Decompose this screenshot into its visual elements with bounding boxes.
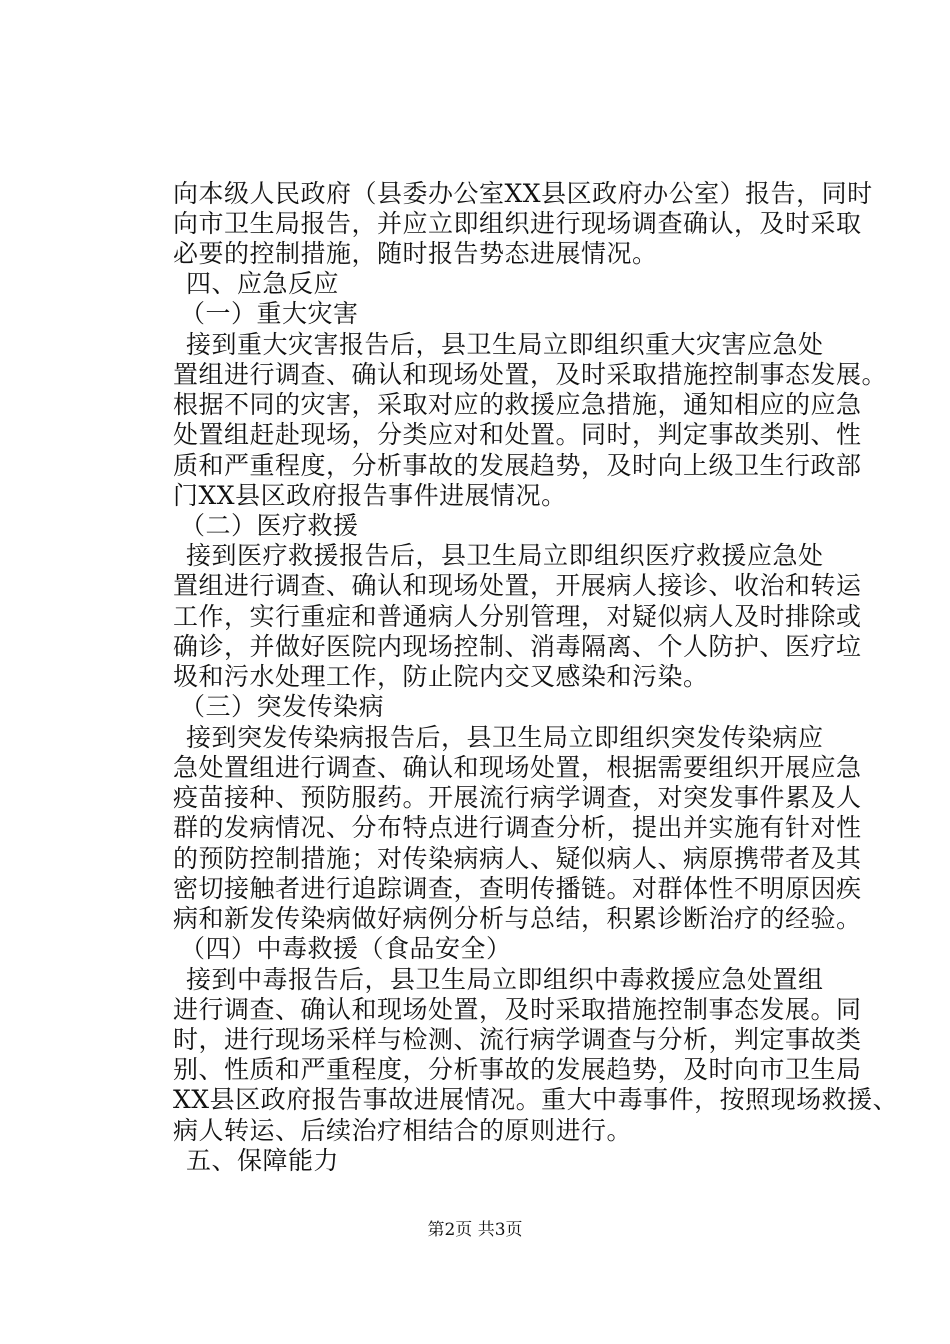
subsection-heading: （一）重大灾害 <box>180 299 359 328</box>
body-line: 置组进行调查、确认和现场处置，开展病人接诊、收治和转运 <box>173 571 862 600</box>
body-line: 病和新发传染病做好病例分析与总结，积累诊断治疗的经验。 <box>173 904 862 933</box>
page-number-footer: 第2页 共3页 <box>427 1220 523 1240</box>
body-line: 密切接触者进行追踪调查，查明传播链。对群体性不明原因疾 <box>173 874 862 903</box>
body-line: 处置组赶赴现场，分类应对和处置。同时，判定事故类别、性 <box>173 420 862 449</box>
body-line: 接到中毒报告后，县卫生局立即组织中毒救援应急处置组 <box>186 965 824 994</box>
body-line: 必要的控制措施，随时报告势态进展情况。 <box>173 239 658 268</box>
subsection-heading: （四）中毒救援（食品安全） <box>180 934 512 963</box>
body-line: 急处置组进行调查、确认和现场处置，根据需要组织开展应急 <box>173 753 862 782</box>
body-line: 根据不同的灾害，采取对应的救援应急措施，通知相应的应急 <box>173 390 862 419</box>
body-line: 接到医疗救援报告后，县卫生局立即组织医疗救援应急处 <box>186 541 824 570</box>
body-line: 置组进行调查、确认和现场处置，及时采取措施控制事态发展。 <box>173 360 888 389</box>
body-line: 接到重大灾害报告后，县卫生局立即组织重大灾害应急处 <box>186 330 824 359</box>
section-heading: 四、应急反应 <box>186 269 340 298</box>
body-line: XX县区政府报告事故进展情况。重大中毒事件，按照现场救援、 <box>173 1085 899 1114</box>
body-line: 进行调查、确认和现场处置，及时采取措施控制事态发展。同 <box>173 995 862 1024</box>
body-line: 确诊，并做好医院内现场控制、消毒隔离、个人防护、医疗垃 <box>173 632 862 661</box>
body-line: 向市卫生局报告，并应立即组织进行现场调查确认，及时采取 <box>173 209 862 238</box>
subsection-heading: （三）突发传染病 <box>180 692 385 721</box>
body-line: 的预防控制措施；对传染病病人、疑似病人、病原携带者及其 <box>173 844 862 873</box>
body-line: 工作，实行重症和普通病人分别管理，对疑似病人及时排除或 <box>173 602 862 631</box>
body-line: 圾和污水处理工作，防止院内交叉感染和污染。 <box>173 662 709 691</box>
subsection-heading: （二）医疗救援 <box>180 511 359 540</box>
body-line: 别、性质和严重程度，分析事故的发展趋势，及时向市卫生局 <box>173 1055 862 1084</box>
section-heading: 五、保障能力 <box>186 1146 340 1175</box>
body-line: 疫苗接种、预防服药。开展流行病学调查，对突发事件累及人 <box>173 783 862 812</box>
body-line: 病人转运、后续治疗相结合的原则进行。 <box>173 1116 633 1145</box>
body-line: 时，进行现场采样与检测、流行病学调查与分析，判定事故类 <box>173 1025 862 1054</box>
body-line: 向本级人民政府（县委办公室XX县区政府办公室）报告，同时 <box>173 179 873 208</box>
body-line: 质和严重程度，分析事故的发展趋势，及时向上级卫生行政部 <box>173 451 862 480</box>
body-line: 接到突发传染病报告后，县卫生局立即组织突发传染病应 <box>186 723 824 752</box>
body-line: 门XX县区政府报告事件进展情况。 <box>173 481 567 510</box>
body-line: 群的发病情况、分布特点进行调查分析，提出并实施有针对性 <box>173 813 862 842</box>
